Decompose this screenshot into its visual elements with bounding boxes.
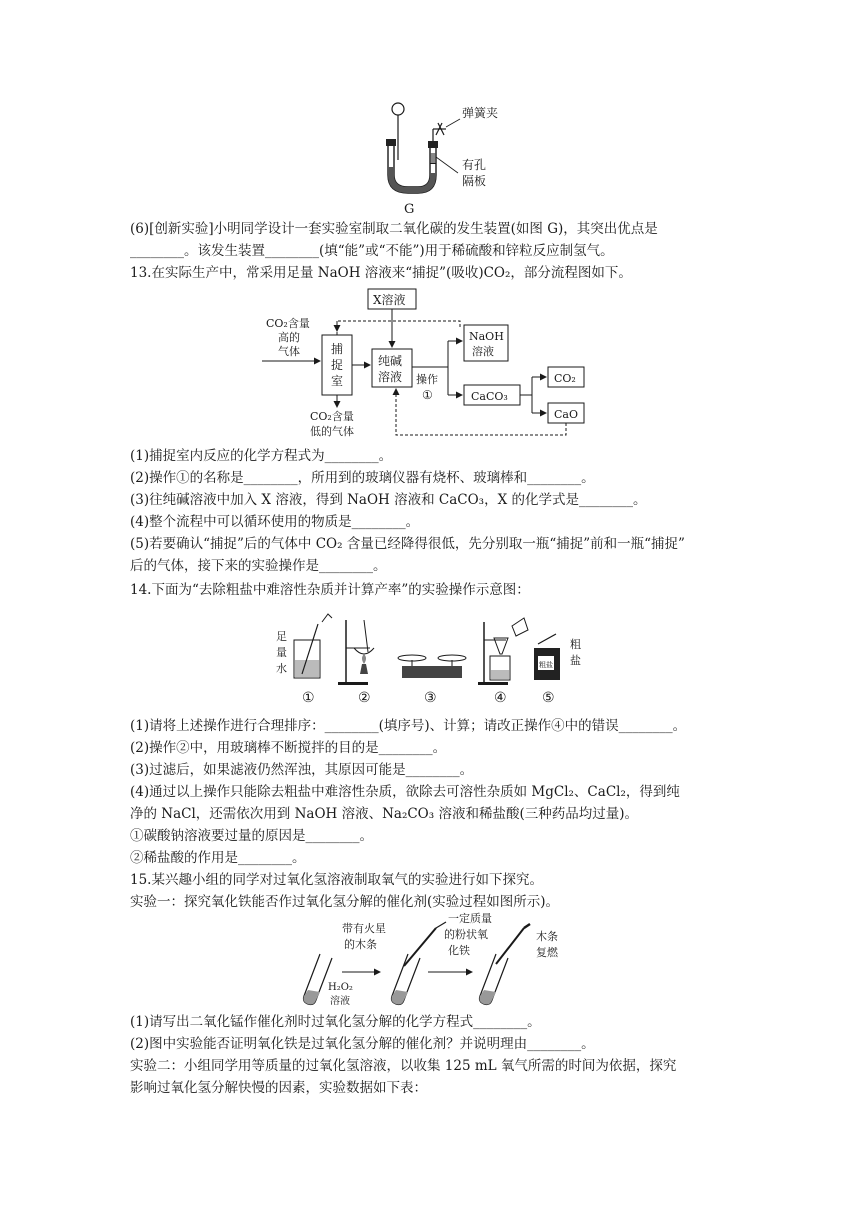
svg-text:溶液: 溶液 [472,345,494,358]
q14-operations-figure [272,610,592,710]
svg-text:操作: 操作 [416,373,438,386]
q13-flow-diagram [260,285,600,440]
q15-catalyst-figure [300,912,580,1012]
svg-text:量: 量 [276,646,287,659]
svg-text:复燃: 复燃 [536,946,558,959]
svg-text:高的: 高的 [278,331,300,344]
q15-q1: (1)请写出二氧化锰作催化剂时过氧化氢分解的化学方程式________。 [130,1014,541,1030]
q14-q4-1: (4)通过以上操作只能除去粗盐中难溶性杂质，欲除去可溶性杂质如 MgCl₂、CaCl₂，得到纯 [130,784,680,800]
naoh-box: NaOH [469,330,504,343]
svg-text:气体: 气体 [278,345,300,358]
svg-text:化铁: 化铁 [448,944,470,957]
svg-text:④: ④ [494,690,507,706]
svg-text:室: 室 [331,374,344,388]
svg-text:带有火星: 带有火星 [342,922,386,935]
q13-q5-2: 后的气体，接下来的实验操作是________。 [130,558,387,574]
q13-stem: 13.在实际生产中，常采用足量 NaOH 溶液来“捕捉”(吸收)CO₂，部分流程图如下。 [130,265,632,281]
svg-text:H₂O₂: H₂O₂ [328,982,353,993]
svg-text:溶液: 溶液 [330,996,350,1007]
svg-text:木条: 木条 [536,930,558,943]
soda-solution-box: 纯碱 [378,354,403,368]
q13-q4: (4)整个流程中可以循环使用的物质是________。 [130,514,420,530]
q14-stem: 14.下面为“去除粗盐中难溶性杂质并计算产率”的实验操作示意图： [130,582,530,598]
q13-q1: (1)捕捉室内反应的化学方程式为________。 [130,448,393,464]
q12-6-line2: ________。该发生装置________(填“能”或“不能”)用于稀硫酸和锌粒反应制氢气。 [130,243,614,259]
svg-text:溶液: 溶液 [378,370,403,384]
svg-text:一定质量: 一定质量 [448,912,492,925]
svg-text:低的气体: 低的气体 [310,425,354,438]
plate-label-1: 有孔 [462,158,487,172]
svg-text:①: ① [422,388,433,402]
svg-text:盐: 盐 [570,654,581,667]
svg-text:CO₂含量: CO₂含量 [310,410,354,423]
svg-text:捉: 捉 [331,358,344,372]
q12-6-line1: (6)[创新实验]小明同学设计一套实验室制取二氧化碳的发生装置(如图 G)，其突出优点是 [130,221,658,237]
x-solution-box: X溶液 [373,293,406,307]
q15-exp2-2: 影响过氧化氢分解快慢的因素，实验数据如下表： [130,1080,427,1096]
svg-text:足: 足 [276,630,287,643]
q15-q2: (2)图中实验能否证明氧化铁是过氧化氢分解的催化剂？并说明理由________。 [130,1036,595,1052]
q13-q5-1: (5)若要确认“捕捉”后的气体中 CO₂ 含量已经降得很低，先分别取一瓶“捕捉”前和一瓶“捕捉” [130,536,685,552]
svg-text:①: ① [302,690,315,706]
figure-g-caption: G [404,202,415,217]
svg-text:⑤: ⑤ [542,690,555,706]
svg-text:粗: 粗 [570,638,581,651]
q14-sub2: ②稀盐酸的作用是________。 [130,850,306,866]
q15-exp1: 实验一：探究氧化铁能否作过氧化氢分解的催化剂(实验过程如图所示)。 [130,894,560,910]
caco3-box: CaCO₃ [471,390,508,403]
q13-q2: (2)操作①的名称是________，所用到的玻璃仪器有烧杯、玻璃棒和________。 [130,470,595,486]
q15-exp2-1: 实验二：小组同学用等质量的过氧化氢溶液，以收集 125 mL 氧气所需的时间为依据，探究 [130,1058,677,1074]
capture-room: 捕 [331,342,344,356]
clamp-label: 弹簧夹 [462,106,499,120]
svg-text:粗盐: 粗盐 [539,661,553,669]
svg-text:③: ③ [424,690,437,706]
q14-q3: (3)过滤后，如果滤液仍然浑浊，其原因可能是________。 [130,762,474,778]
figure-g [370,95,510,220]
q14-sub1: ①碳酸钠溶液要过量的原因是________。 [130,828,373,844]
q15-stem: 15.某兴趣小组的同学对过氧化氢溶液制取氧气的实验进行如下探究。 [130,872,543,888]
q14-q4-2: 净的 NaCl，还需依次用到 NaOH 溶液、Na₂CO₃ 溶液和稀盐酸(三种药品均过量)。 [130,806,638,822]
svg-text:的木条: 的木条 [344,938,377,951]
svg-text:的粉状氧: 的粉状氧 [444,928,488,941]
q14-q1: (1)请将上述操作进行合理排序：________(填序号)、计算；请改正操作④中的错误________。 [130,718,687,734]
cao-box: CaO [554,408,578,421]
q13-q3: (3)往纯碱溶液中加入 X 溶液，得到 NaOH 溶液和 CaCO₃，X 的化学式是________。 [130,492,647,508]
q14-q2: (2)操作②中，用玻璃棒不断搅拌的目的是________。 [130,740,447,756]
svg-text:水: 水 [276,662,287,675]
plate-label-2: 隔板 [462,174,487,188]
co2-box: CO₂ [554,372,576,385]
svg-text:CO₂含量: CO₂含量 [266,317,310,330]
svg-text:②: ② [358,690,371,706]
